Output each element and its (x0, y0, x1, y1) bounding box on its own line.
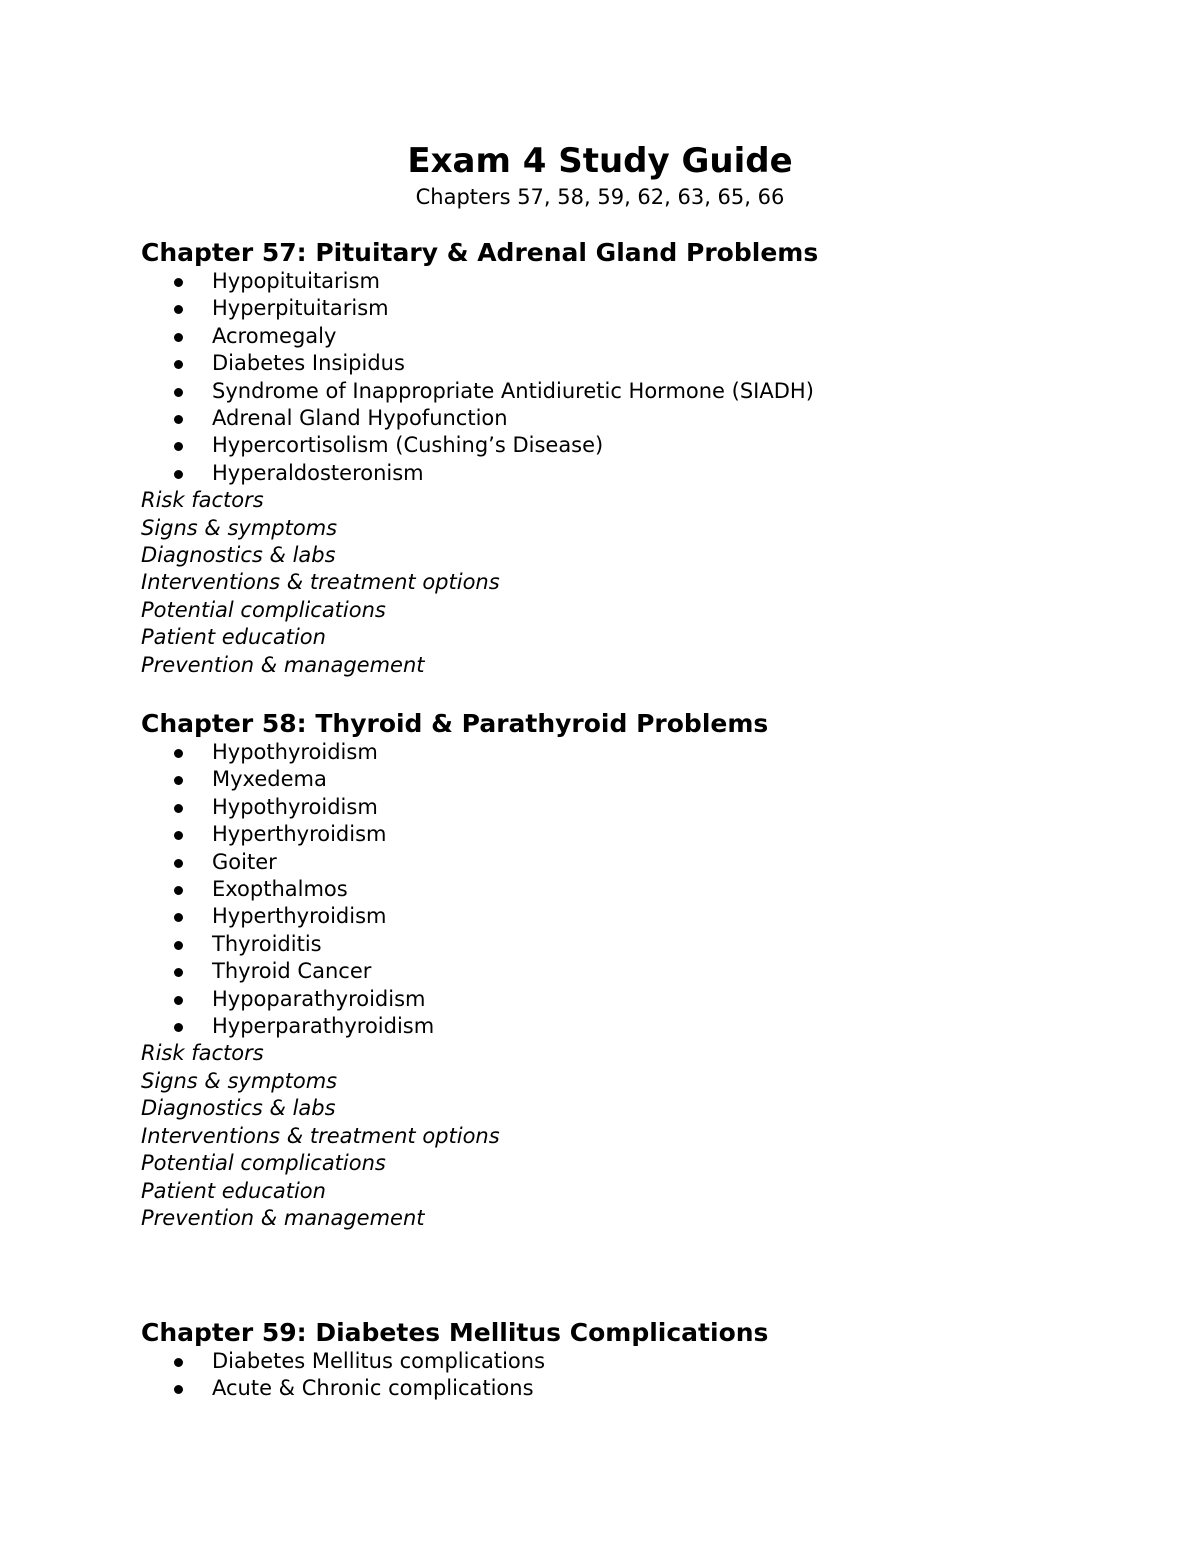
list-item (141, 849, 1141, 876)
topic-list (141, 1348, 1141, 1403)
list-item-text: Adrenal Gland Hypofunction (212, 406, 508, 431)
list-item (141, 986, 1141, 1013)
list-item (141, 350, 1141, 377)
bullet-icon (174, 1385, 183, 1394)
chapter-heading: Chapter 59: Diabetes Mellitus Complications (141, 1318, 769, 1347)
bullet-icon (174, 388, 183, 397)
bullet-icon (174, 1358, 183, 1367)
list-item (141, 766, 1141, 793)
list-item-text: Diabetes Mellitus complications (212, 1349, 546, 1373)
bullet-icon (174, 749, 183, 758)
list-item-text: Myxedema (212, 767, 327, 792)
list-item-text: Hyperpituitarism (212, 296, 389, 321)
list-item (141, 460, 1141, 487)
list-item-text: Diabetes Insipidus (212, 351, 405, 376)
aspect-item: Interventions & treatment options (141, 570, 500, 595)
aspect-item: Diagnostics & labs (141, 543, 336, 568)
list-item (141, 821, 1141, 848)
aspect-item: Diagnostics & labs (141, 1096, 336, 1121)
list-item-text: Hypothyroidism (212, 794, 378, 819)
list-item-text: Hypoparathyroidism (212, 986, 426, 1011)
list-item (141, 794, 1141, 821)
list-item-text: Acute & Chronic complications (212, 1376, 534, 1401)
list-item (141, 432, 1141, 459)
bullet-icon (174, 1023, 183, 1032)
chapter-heading: Chapter 58: Thyroid & Parathyroid Problems (141, 709, 769, 738)
list-item (141, 1348, 1141, 1375)
list-item-text: Acromegaly (212, 323, 337, 348)
list-item (141, 958, 1141, 985)
bullet-icon (174, 941, 183, 950)
bullet-icon (174, 415, 183, 424)
aspect-item: Prevention & management (141, 1205, 425, 1230)
aspect-item: Interventions & treatment options (141, 1123, 500, 1148)
chapter-59-section (141, 1318, 1141, 1403)
list-item (141, 1013, 1141, 1040)
bullet-icon (174, 913, 183, 922)
list-item-text: Syndrome of Inappropriate Antidiuretic Hormone (SIADH) (212, 378, 814, 403)
list-item (141, 268, 1141, 295)
list-item-text: Exopthalmos (212, 877, 348, 902)
chapter-57-section (141, 238, 1141, 679)
list-item-text: Hyperparathyroidism (212, 1014, 435, 1039)
aspect-list (141, 487, 1141, 679)
aspect-item: Potential complications (141, 1151, 386, 1176)
page-subtitle: Chapters 57, 58, 59, 62, 63, 65, 66 (415, 185, 785, 209)
topic-list (141, 739, 1141, 1040)
bullet-icon (174, 859, 183, 868)
bullet-icon (174, 831, 183, 840)
list-item-text: Goiter (212, 849, 277, 874)
bullet-icon (174, 968, 183, 977)
list-item (141, 931, 1141, 958)
list-item (141, 295, 1141, 322)
aspect-item: Risk factors (141, 1041, 264, 1066)
list-item (141, 739, 1141, 766)
list-item-text: Thyroiditis (212, 931, 322, 956)
list-item-text: Hyperthyroidism (212, 904, 387, 929)
list-item (141, 323, 1141, 350)
bullet-icon (174, 442, 183, 451)
bullet-icon (174, 996, 183, 1005)
list-item (141, 378, 1141, 405)
bullet-icon (174, 886, 183, 895)
aspect-item: Potential complications (141, 597, 386, 622)
bullet-icon (174, 360, 183, 369)
chapter-heading: Chapter 57: Pituitary & Adrenal Gland Problems (141, 238, 819, 267)
aspect-item: Patient education (141, 1178, 326, 1203)
bullet-icon (174, 470, 183, 479)
chapter-58-section (141, 709, 1141, 1232)
list-item (141, 903, 1141, 930)
aspect-item: Prevention & management (141, 652, 425, 677)
list-item-text: Hyperaldosteronism (212, 460, 424, 485)
list-item-text: Thyroid Cancer (212, 959, 372, 984)
list-item (141, 405, 1141, 432)
topic-list (141, 268, 1141, 487)
list-item (141, 1375, 1141, 1402)
bullet-icon (174, 804, 183, 813)
aspect-item: Patient education (141, 625, 326, 650)
bullet-icon (174, 776, 183, 785)
aspect-list (141, 1040, 1141, 1232)
title-block (0, 140, 1200, 212)
bullet-icon (174, 278, 183, 287)
aspect-item: Risk factors (141, 488, 264, 513)
aspect-item: Signs & symptoms (141, 1068, 338, 1093)
list-item-text: Hypothyroidism (212, 740, 378, 764)
list-item (141, 876, 1141, 903)
bullet-icon (174, 333, 183, 342)
aspect-item: Signs & symptoms (141, 515, 338, 540)
page-title: Exam 4 Study Guide (407, 141, 793, 181)
list-item-text: Hyperthyroidism (212, 822, 387, 847)
list-item-text: Hypercortisolism (Cushing’s Disease) (212, 433, 604, 458)
bullet-icon (174, 305, 183, 314)
list-item-text: Hypopituitarism (212, 269, 380, 293)
